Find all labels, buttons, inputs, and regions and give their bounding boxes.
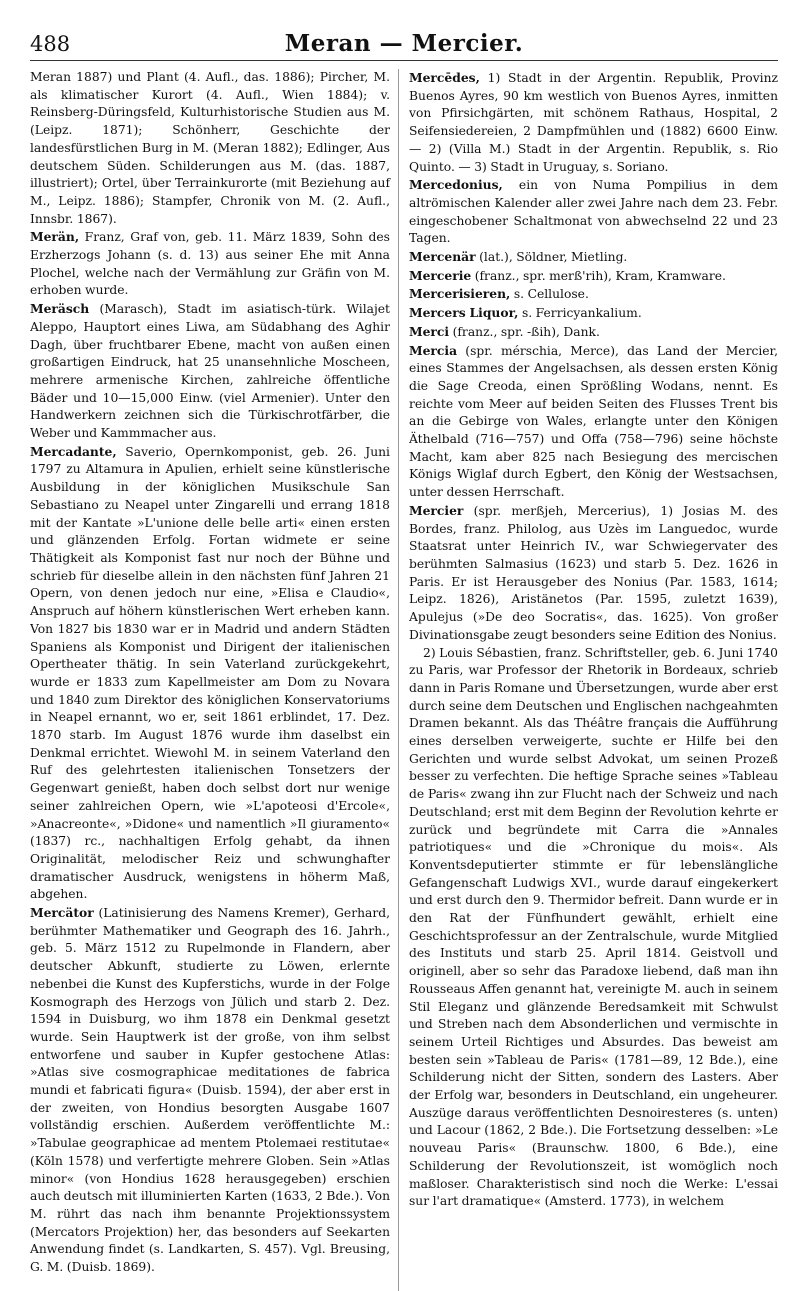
entry-text: s. Ferricyankalium. [518, 306, 642, 321]
dictionary-entry [409, 285, 778, 304]
right-column [409, 69, 778, 1291]
entry-text: Saverio, Opernkomponist, geb. 26. Juni 1797 zu Altamura in Apulien, erhielt seine künstlerische Ausbildung in der königlichen Musikschule San Sebastiano zu Neapel unter Zingarelli und errang 1818 mit der Kantate »L'unione delle belle arti« einen ersten und glänzenden Erfolg. Fortan widmete er seine Thätigkeit als Komponist fast nur noch der Bühne und schrieb für dieselbe allein in den nächsten fünf Jahren 21 Opern, von denen jedoch nur eine, »Elisa e Claudio«, Anspruch auf höhern künstlerischen Wert erheben kann. Von 1827 bis 1830 war er in Madrid und andern Städten Spaniens als Komponist und Dirigent der italienischen Opertheater thätig. In sein Vaterland zurückgekehrt, wurde er 1833 zum Kapellmeister am Dom zu Novara und 1840 zum Direktor des königlichen Konservatoriums in Neapel ernannt, wo er, seit 1861 erblindet, 17. Dez. 1870 starb. Im August 1876 wurde ihm daselbst ein Denkmal errichtet. Wiewohl M. in seinem Vaterland den Ruf des gelehrtesten italienischen Tonsetzers der Gegenwart genießt, haben doch selbst dort nur wenige seiner zahlreichen Opern, wie »L'apoteosi d'Ercole«, »Anacreonte«, »Didone« und namentlich »Il giuramento« (1837) rc., nachhaltigen Erfolg gehabt, da ihnen Originalität, melodischer Reiz und schwunghafter dramatischer Ausdruck, wenigstens in höherm Maß, abgehen. [30, 444, 390, 902]
entry-text: (franz., spr. merß'rih), Kram, Kramware. [471, 268, 726, 283]
dictionary-entry [409, 248, 778, 267]
entry-text: (Marasch), Stadt im asiatisch-türk. Wilajet Aleppo, Hauptort eines Liwa, am Südabhang des Aghir Dagh, über fruchtbarer Ebene, macht von außen einen großartigen Eindruck, hat 25 unansehnliche Moscheen, mehrere armenische Kirchen, zahlreiche öffentliche Bäder und 10—15,000 Einw. (viel Armenier). Unter den Handwerkern zeichnen sich die Türkischrotfärber, die Weber und Kammmacher aus. [30, 302, 390, 441]
dictionary-entry [409, 267, 778, 286]
dictionary-entry [30, 904, 390, 1277]
dictionary-entry [409, 69, 778, 176]
entry-text: Franz, Graf von, geb. 11. März 1839, Sohn des Erzherzogs Johann (s. d. 13) aus seiner Ehe mit Anna Plochel, welche nach der Vermählung zur Gräfin von M. erhoben wurde. [30, 230, 390, 298]
entry-text: (lat.), Söldner, Mietling. [475, 250, 628, 265]
text-columns [30, 69, 778, 1291]
dictionary-entry [30, 443, 390, 904]
entry-headword: Mercēdes, [409, 70, 480, 85]
entry-headword: Merän, [30, 229, 80, 245]
entry-headword: Mercadante, [30, 443, 117, 459]
dictionary-entry [409, 323, 778, 342]
entry-text: 1) Stadt in der Argentin. Republik, Provinz Buenos Ayres, 90 km westlich von Buenos Ayres, inmitten von Pfirsichgärten, mit schönem Rathaus, Hospital, 2 Seifensiedereien, 2 Dampfmühlen und (1882) 6600 Einw. — 2) (Villa M.) Stadt in der Argentin. Republik, s. Rio Quinto. — 3) Stadt in Uruguay, s. Soriano. [409, 71, 778, 174]
entry-text: ein von Numa Pompilius in dem altrömischen Kalender aller zwei Jahre nach dem 23. Febr. eingeschobener Schaltmonat von abwechselnd 22 und 23 Tagen. [409, 178, 778, 246]
entry-text: (spr. mérschia, Merce), das Land der Mercier, eines Stammes der Angelsachsen, als dessen ersten König die Sage Creoda, einen Sprößling Wodans, nennt. Es reichte vom Meer auf beiden Seiten des Flusses Trent bis an die Gebirge von Wales, erlangte unter den Königen Äthelbald (716—757) und Offa (758—796) seine höchste Macht, kam aber 825 nach Besiegung des mercischen Königs Wiglaf durch Egbert, den König der Westsachsen, unter dessen Herrschaft. [409, 343, 778, 500]
entry-text: (franz., spr. -ßih), Dank. [449, 324, 600, 339]
dictionary-entry [30, 69, 390, 228]
left-column [30, 69, 399, 1291]
entry-text: s. Cellulose. [510, 287, 589, 302]
entry-headword: Mercier [409, 502, 464, 518]
dictionary-entry [409, 342, 778, 502]
dictionary-entry [409, 304, 778, 323]
dictionary-entry [409, 645, 778, 1212]
dictionary-entry [30, 300, 390, 443]
entry-headword: Mercätor [30, 905, 94, 921]
running-head: Meran — Mercier. [284, 30, 524, 57]
entry-text: (Latinisierung des Namens Kremer), Gerhard, berühmter Mathematiker und Geograph des 16. Jahrh., geb. 5. März 1512 zu Rupelmonde in Flandern, aber deutscher Abkunft, studierte zu Löwen, erlernte nebenbei die Kunst des Kupferstichs, wurde in der Folge Kosmograph des Herzogs von Jülich und starb 2. Dez. 1594 in Duisburg, wo ihm 1878 ein Denkmal gesetzt wurde. Sein Hauptwerk ist der große, von ihm selbst entworfene und sauber in Kupfer gestochene Atlas: »Atlas sive cosmographicae meditationes de fabrica mundi et fabricati figura« (Duisb. 1594), der aber erst in der zweiten, von Hondius besorgten Ausgabe 1607 vollständig erschien. Außerdem veröffentlichte M.: »Tabulae geographicae ad mentem Ptolemaei restitutae« (Köln 1578) und verfertigte mehrere Globen. Sein »Atlas minor« (von Hondius 1628 herausgegeben) erschien auch deutsch mit illuminierten Karten (1633, 2 Bde.). Von M. rührt das nach ihm benannte Projektionssystem (Mercators Projektion) her, das besonders auf Seekarten Anwendung findet (s. Landkarten, S. 457). Vgl. Breusing, G. M. (Duisb. 1869). [30, 906, 390, 1275]
entry-headword: Mercenär [409, 249, 476, 265]
entry-text: (spr. merßjeh, Mercerius), 1) Josias M. des Bordes, franz. Philolog, aus Uzès im Languedoc, wurde Staatsrat unter Heinrich IV., war Schwiegervater des berühmten Salmasius (1623) und starb 5. Dez. 1626 in Paris. Er ist Herausgeber des Nonius (Par. 1583, 1614; Leipz. 1826), Aristänetos (Par. 1595, zuletzt 1639), Apulejus (»De deo Socratis«, das. 1625). Von großer Divinationsgabe zeugt besonders seine Edition des Nonius. [409, 503, 778, 642]
entry-headword: Mercerie [409, 267, 472, 283]
dictionary-entry [409, 176, 778, 248]
entry-headword: Mercers Liquor, [409, 305, 519, 321]
entry-headword: Mercerisieren, [409, 286, 511, 302]
page-number: 488 [30, 32, 71, 56]
entry-text: Meran 1887) und Plant (4. Aufl., das. 1886); Pircher, M. als klimatischer Kurort (4. Aufl., Wien 1884); v. Reinsberg-Düringsfeld, Kulturhistorische Studien aus M. (Leipz. 1871); Schönherr, Geschichte der landesfürstlichen Burg in M. (Meran 1882); Edlinger, Aus deutschem Süden. Schilderungen aus M. (das. 1887, illustriert); Ortel, über Terrainkurorte (mit Beziehung auf M., Leipz. 1886); Stampfer, Chronik von M. (2. Aufl., Innsbr. 1867). [30, 70, 390, 226]
entry-headword: Mercia [409, 342, 458, 358]
entry-headword: Meräsch [30, 301, 90, 317]
dictionary-entry [409, 502, 778, 645]
entry-headword: Mercedonius, [409, 177, 503, 193]
entry-text: 2) Louis Sébastien, franz. Schriftsteller, geb. 6. Juni 1740 zu Paris, war Professor der Rhetorik in Bordeaux, schrieb dann in Paris Romane und Übersetzungen, wurde aber erst durch seine dem Deutschen und Englischen nachgeahmten Dramen bekannt. Als das Théâtre français die Aufführung eines derselben verweigerte, suchte er Hilfe bei den Gerichten und wurde selbst Advokat, um seinen Prozeß besser zu verfechten. Die heftige Sprache seines »Tableau de Paris« zwang ihn zur Flucht nach der Schweiz und nach Deutschland; erst mit dem Beginn der Revolution kehrte er zurück und begründete mit Carra die »Annales patriotiques« und die »Chronique du mois«. Als Konventsdeputierter stimmte er für lebenslängliche Gefangenschaft Ludwigs XVI., wurde darauf eingekerkert und erst durch den 9. Thermidor befreit. Dann wurde er in den Rat der Fünfhundert gewählt, erhielt eine Geschichtsprofessur an der Zentralschule, wurde Mitglied des Instituts und starb 25. April 1814. Geistvoll und originell, aber so sehr das Paradoxe liebend, daß man ihn Rousseaus Affen genannt hat, vereinigte M. auch in seinem Stil Eleganz und glänzende Beredsamkeit mit Schwulst und Streben nach dem Absonderlichen und vermischte in seinem Urteil Richtiges und Absurdes. Das beweist am besten sein »Tableau de Paris« (1781—89, 12 Bde.), eine Schilderung nicht der Sitten, sondern des Lasters. Aber der Erfolg war, besonders in Deutschland, ein ungeheurer. Auszüge daraus veröffentlichten Desnoiresteres (s. unten) und Lacour (1862, 2 Bde.). Die Fortsetzung desselben: »Le nouveau Paris« (Braunschw. 1800, 6 Bde.), eine Schilderung der Revolutionszeit, ist womöglich noch maßloser. Charakteristisch sind noch die Werke: L'essai sur l'art dramatique« (Amsterd. 1773), in welchem [409, 645, 778, 1209]
dictionary-entry [30, 228, 390, 300]
entry-headword: Merci [409, 323, 450, 339]
page-header [30, 30, 778, 61]
